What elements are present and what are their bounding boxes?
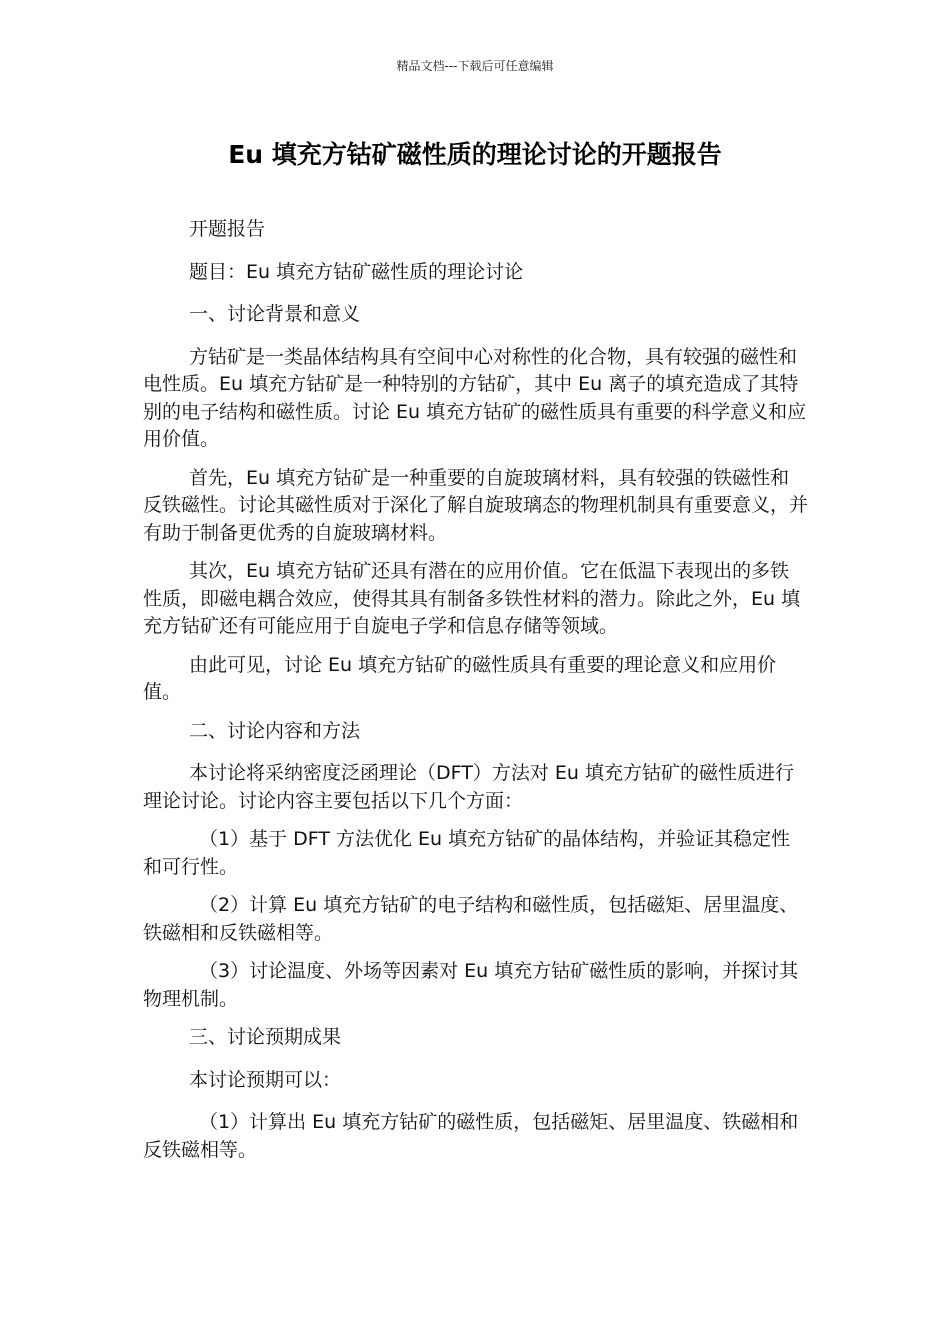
report-subject: 题目：Eu 填充方钴矿磁性质的理论讨论 [189,260,524,283]
methods-item: （2）计算 Eu 填充方钴矿的电子结构和磁性质，包括磁矩、居里温度、铁磁相和反铁磁相等。 [143,894,799,944]
section-heading-outcomes: 三、讨论预期成果 [189,1026,342,1048]
header-note: 精品文档---下载后可任意编辑 [396,59,554,73]
background-paragraph: 方钴矿是一类晶体结构具有空间中心对称性的化合物，具有较强的磁性和电性质。Eu 填充方钴矿是一种特别的方钴矿，其中 Eu 离子的填充造成了其特别的电子结构和磁性质。讨论 Eu 填充方钴矿的磁性质具有重要的科学意义和应用价值。 [143,345,807,450]
section-heading-background: 一、讨论背景和意义 [189,303,361,325]
document-title: Eu 填充方钴矿磁性质的理论讨论的开题报告 [228,140,722,169]
section-heading-methods: 二、讨论内容和方法 [189,719,361,742]
methods-item: （3）讨论温度、外场等因素对 Eu 填充方钴矿磁性质的影响，并探讨其物理机制。 [143,960,799,1010]
report-label: 开题报告 [189,218,266,240]
methods-item: （1）基于 DFT 方法优化 Eu 填充方钴矿的晶体结构，并验证其稳定性和可行性。 [143,828,791,878]
background-paragraph: 由此可见，讨论 Eu 填充方钴矿的磁性质具有重要的理论意义和应用价值。 [143,653,777,703]
outcomes-intro: 本讨论预期可以： [189,1068,342,1091]
background-paragraph: 首先，Eu 填充方钴矿是一种重要的自旋玻璃材料，具有较强的铁磁性和反铁磁性。讨论其磁性质对于深化了解自旋玻璃态的物理机制具有重要意义，并有助于制备更优秀的自旋玻璃材料。 [143,466,809,544]
document-body [143,216,808,1175]
methods-intro: 本讨论将采纳密度泛函理论（DFT）方法对 Eu 填充方钴矿的磁性质进行理论讨论。讨论内容主要包括以下几个方面： [143,762,794,812]
outcomes-item: （1）计算出 Eu 填充方钴矿的磁性质，包括磁矩、居里温度、铁磁相和反铁磁相等。 [143,1111,799,1161]
background-paragraph: 其次，Eu 填充方钴矿还具有潜在的应用价值。它在低温下表现出的多铁性质，即磁电耦合效应，使得其具有制备多铁性材料的潜力。除此之外，Eu 填充方钴矿还有可能应用于自旋电子学和信息存储等领域。 [143,560,801,637]
